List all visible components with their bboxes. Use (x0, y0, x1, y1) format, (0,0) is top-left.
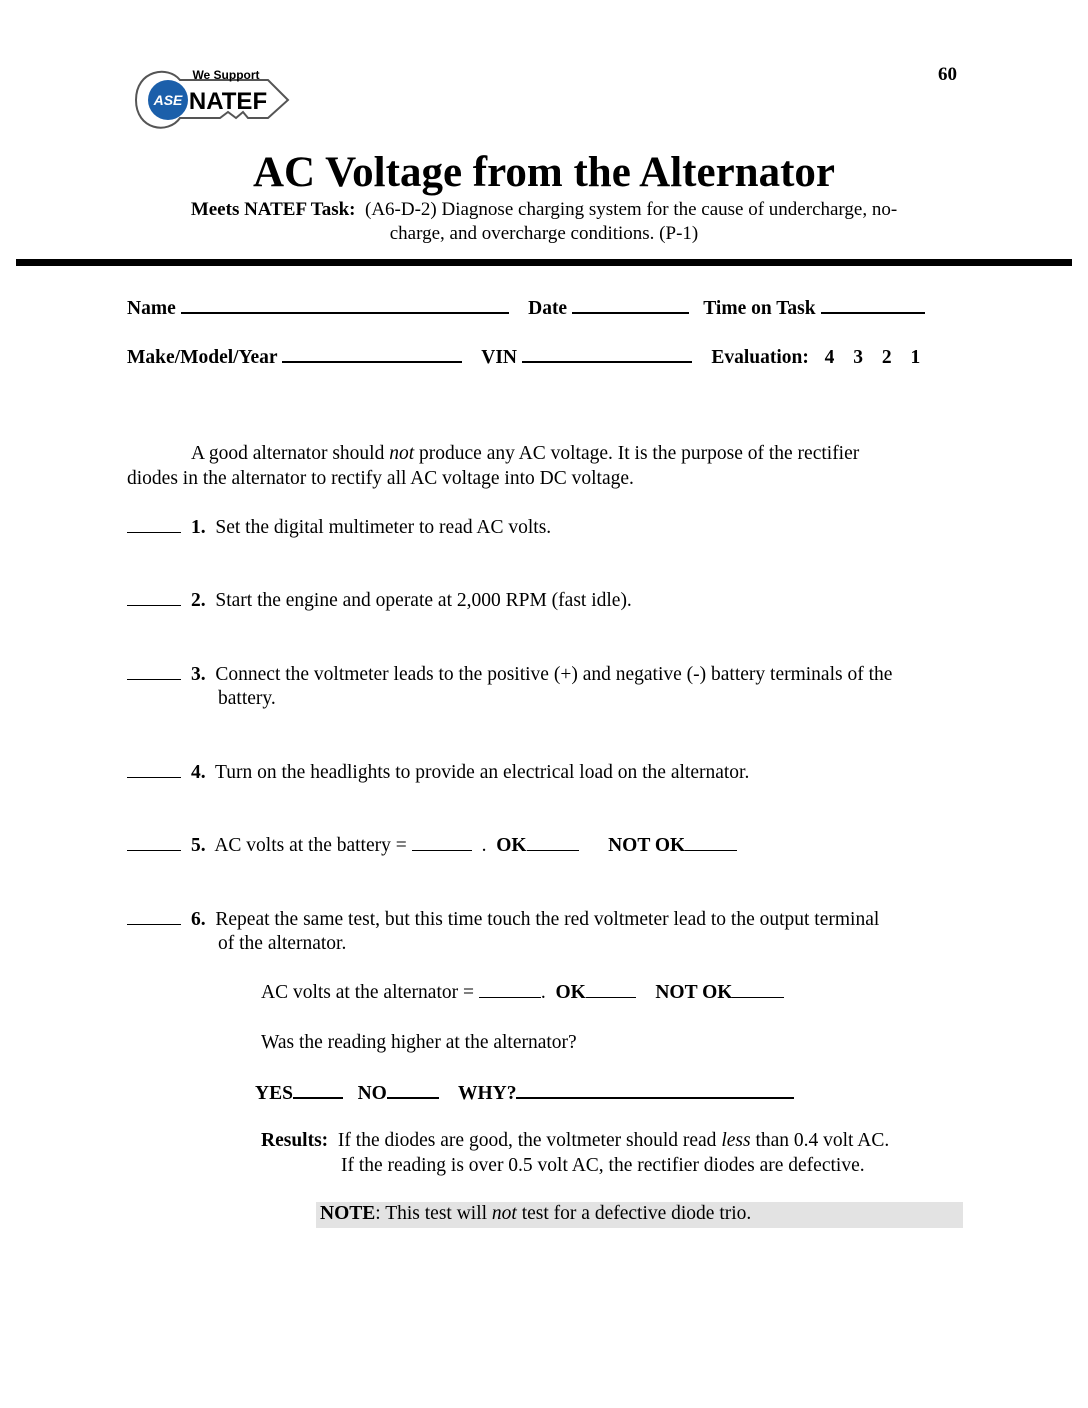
step-check-blank[interactable] (127, 518, 181, 533)
note-emphasis: not (491, 1203, 517, 1224)
yes-label: YES (255, 1083, 293, 1104)
why-label: WHY? (457, 1083, 517, 1104)
evaluation-score-2[interactable]: 2 (881, 347, 892, 368)
results-line1 (261, 1130, 889, 1152)
results-text: than 0.4 volt AC. (750, 1130, 890, 1151)
step-3-cont: battery. (218, 688, 276, 709)
yes-blank[interactable] (293, 1081, 343, 1099)
divider (16, 259, 1072, 266)
vehicle-row (127, 345, 920, 369)
intro-emphasis: not (389, 443, 415, 464)
step-check-blank[interactable] (127, 591, 181, 606)
natef-task (0, 198, 1088, 246)
page-number: 60 (938, 64, 957, 85)
step-check-blank[interactable] (127, 763, 181, 778)
not-ok-blank[interactable] (685, 836, 737, 851)
no-blank[interactable] (387, 1081, 439, 1099)
step-6 (127, 909, 879, 931)
step-2 (127, 590, 632, 612)
svg-text:ASE: ASE (153, 92, 183, 108)
evaluation-score-1[interactable]: 1 (910, 347, 921, 368)
step-number: 1. (191, 517, 206, 538)
svg-text:NATEF: NATEF (188, 88, 268, 115)
step-text: Repeat the same test, but this time touch the red voltmeter lead to the output terminal (215, 909, 880, 930)
not-ok-label: NOT OK (655, 982, 733, 1003)
name-label: Name (127, 298, 176, 319)
note-text (320, 1203, 751, 1225)
note-text-a: : This test will (375, 1203, 492, 1224)
time-on-task-field[interactable] (821, 296, 925, 314)
step-1 (127, 517, 551, 539)
step-number: 5. (191, 835, 206, 856)
date-field[interactable] (572, 296, 689, 314)
note-label: NOTE (320, 1203, 376, 1224)
step-number: 3. (191, 664, 206, 685)
note-text-b: test for a defective diode trio. (516, 1203, 752, 1224)
task-line2: charge, and overcharge conditions. (P-1) (389, 223, 699, 244)
name-field[interactable] (181, 296, 509, 314)
name-row (127, 296, 925, 320)
step-6-cont: of the alternator. (218, 933, 347, 954)
task-line1: (A6-D-2) Diagnose charging system for the cause of undercharge, no- (365, 199, 898, 220)
date-label: Date (528, 298, 568, 319)
vin-label: VIN (481, 347, 517, 368)
task-label: Meets NATEF Task: (190, 199, 356, 220)
intro-text: A good alternator should (191, 443, 390, 464)
ok-blank[interactable] (586, 983, 636, 998)
why-field[interactable] (516, 1081, 794, 1099)
step-text: Start the engine and operate at 2,000 RPM (fast idle). (215, 590, 632, 611)
results-label: Results: (261, 1130, 329, 1151)
ok-blank[interactable] (527, 836, 579, 851)
alternator-ac-volts-field[interactable] (479, 983, 541, 998)
not-ok-blank[interactable] (732, 983, 784, 998)
results-emphasis: less (721, 1130, 751, 1151)
step-check-blank[interactable] (127, 910, 181, 925)
step-text: Turn on the headlights to provide an electrical load on the alternator. (215, 762, 750, 783)
page-title: AC Voltage from the Alternator (253, 149, 835, 196)
step-number: 2. (191, 590, 206, 611)
yes-no-why-row (255, 1081, 794, 1105)
ok-label: OK (555, 982, 586, 1003)
step-check-blank[interactable] (127, 665, 181, 680)
time-on-task-label: Time on Task (703, 298, 816, 319)
step-3 (127, 664, 892, 686)
step-text: Set the digital multimeter to read AC volts. (215, 517, 552, 538)
vin-field[interactable] (522, 345, 692, 363)
no-label: NO (357, 1083, 387, 1104)
not-ok-label: NOT OK (608, 835, 686, 856)
step-4 (127, 762, 749, 784)
evaluation-score-4[interactable]: 4 (824, 347, 835, 368)
step-number: 4. (191, 762, 206, 783)
results-text: If the diodes are good, the voltmeter should read (337, 1130, 722, 1151)
ok-label: OK (496, 835, 527, 856)
step-text: Connect the voltmeter leads to the positive (+) and negative (-) battery terminals of the (215, 664, 893, 685)
battery-ac-volts-field[interactable] (412, 836, 472, 851)
evaluation-score-3[interactable]: 3 (853, 347, 864, 368)
evaluation-label: Evaluation: (711, 347, 809, 368)
step-check-blank[interactable] (127, 836, 181, 851)
step-number: 6. (191, 909, 206, 930)
intro-line1 (191, 443, 859, 465)
alternator-ac-row: AC volts at the alternator = . OK NOT OK (261, 982, 784, 1004)
alternator-ac-label: AC volts at the alternator = (261, 982, 479, 1003)
step-5: 5. AC volts at the battery = . OK NOT OK (127, 835, 747, 857)
results-line2: If the reading is over 0.5 volt AC, the rectifier diodes are defective. (341, 1155, 865, 1176)
intro-text: produce any AC voltage. It is the purpose of the rectifier (414, 443, 860, 464)
make-model-year-label: Make/Model/Year (127, 347, 278, 368)
step-text: AC volts at the battery = (214, 835, 412, 856)
svg-text:We Support: We Support (192, 68, 260, 82)
intro-line2: diodes in the alternator to rectify all AC voltage into DC voltage. (127, 468, 634, 489)
question: Was the reading higher at the alternator? (261, 1032, 577, 1053)
make-model-year-field[interactable] (282, 345, 462, 363)
natef-logo (128, 60, 293, 145)
